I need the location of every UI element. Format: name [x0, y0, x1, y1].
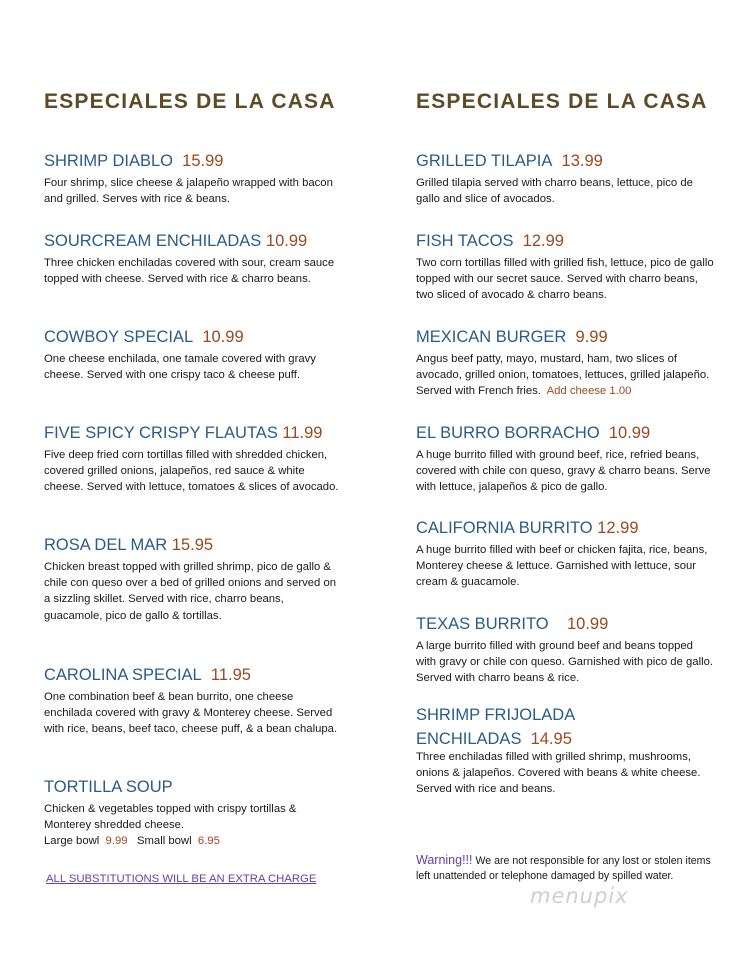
large-bowl-label: Large bowl [44, 835, 100, 848]
menu-item [44, 231, 344, 287]
item-name-line1: SHRIMP FRIJOLADA [416, 706, 576, 724]
item-description: Chicken & vegetables topped with crispy tortillas & Monterey shredded cheese. Large bowl 9.99 Small bowl 6.95 [44, 803, 297, 848]
item-name: FIVE SPICY CRISPY FLAUTAS 11.99 [44, 424, 323, 442]
item-price: 9.99 [575, 328, 608, 346]
item-description: Grilled tilapia served with charro beans, lettuce, pico de gallo and slice of avocados. [416, 177, 693, 206]
item-name: SHRIMP DIABLO 15.99 [44, 152, 224, 170]
menu-item [416, 705, 716, 798]
item-name: MEXICAN BURGER 9.99 [416, 328, 608, 346]
item-description: One combination beef & bean burrito, one cheese enchilada covered with gravy & Monterey cheese. Served with rice, beans, beef taco, cheese puff, & a bean chalupa. [44, 691, 338, 736]
item-price: 12.99 [597, 519, 639, 537]
item-price: 11.95 [210, 666, 251, 684]
small-bowl-price: 6.95 [197, 835, 220, 848]
item-name-line2: ENCHILADAS 14.95 [416, 730, 572, 748]
item-price: 14.95 [530, 730, 572, 748]
item-description: Three enchiladas filled with grilled shrimp, mushrooms, onions & jalapeños. Covered with beans & white cheese. Served with rice and beans. [416, 751, 701, 796]
left-section-heading: ESPECIALES DE LA CASA [44, 90, 336, 113]
menu-item [44, 777, 344, 850]
watermark-logo: menupix [530, 884, 629, 908]
small-bowl-label: Small bowl [136, 835, 192, 848]
right-section-heading: ESPECIALES DE LA CASA [416, 90, 708, 113]
item-price: 10.99 [265, 232, 308, 250]
item-price: 11.99 [282, 424, 323, 442]
item-description: One cheese enchilada, one tamale covered with gravy cheese. Served with one crispy taco & cheese puff. [44, 353, 316, 382]
menu-item [44, 535, 344, 624]
warning-label: Warning!!! [416, 853, 473, 867]
item-name: GRILLED TILAPIA 13.99 [416, 152, 603, 170]
item-description: Two corn tortillas filled with grilled fish, lettuce, pico de gallo topped with our secret sauce. Served with charro beans, two sliced of avocado & charro beans. [416, 257, 714, 302]
item-price: 12.99 [522, 232, 564, 250]
item-description: Chicken breast topped with grilled shrimp, pico de gallo & chile con queso over a bed of grilled onions and served on a sizzling skillet. Served with rice, charro beans, guacamole, pico de gallo & tortillas. [44, 561, 337, 622]
item-description: Four shrimp, slice cheese & jalapeño wrapped with bacon and grilled. Serves with rice & beans. [44, 177, 333, 206]
menu-item [44, 327, 344, 383]
substitutions-note: ALL SUBSTITUTIONS WILL BE AN EXTRA CHARGE [46, 873, 317, 885]
menu-item [416, 518, 716, 591]
item-description: Angus beef patty, mayo, mustard, ham, two slices of avocado, grilled onion, tomatoes, lettuces, grilled jalapeño. Served with French fries. Add cheese 1.00 [416, 353, 710, 398]
large-bowl-price: 9.99 [105, 835, 128, 848]
menu-item [44, 151, 344, 207]
menu-item [44, 665, 344, 738]
item-price: 10.99 [566, 615, 609, 633]
menu-item [416, 327, 716, 400]
add-cheese-note: Add cheese 1.00 [546, 385, 632, 398]
item-name: TEXAS BURRITO 10.99 [416, 615, 609, 633]
item-price: 10.99 [202, 328, 244, 346]
item-name: EL BURRO BORRACHO 10.99 [416, 424, 651, 442]
warning-text: We are not responsible for any lost or stolen items left unattended or telephone damaged by spilled water. [416, 855, 711, 882]
item-description: A huge burrito filled with beef or chicken fajita, rice, beans, Monterey cheese & lettuce. Garnished with lettuce, sour cream & guacamole. [416, 544, 708, 589]
item-description: A huge burrito filled with ground beef, rice, refried beans, covered with chile con queso, gravy & charro beans. Serve with lettuce, jalapeños & pico de gallo. [416, 449, 711, 494]
item-description: Five deep fried corn tortillas filled with shredded chicken, covered grilled onions, jalapeños, red sauce & white cheese. Served with lettuce, tomatoes & slices of avocado. [44, 449, 339, 494]
warning-notice [416, 853, 716, 884]
item-price: 13.99 [561, 152, 603, 170]
item-price: 15.99 [182, 152, 224, 170]
menu-item [416, 614, 716, 687]
menu-item [416, 151, 716, 207]
item-price: 10.99 [608, 424, 651, 442]
menu-item [44, 423, 344, 496]
menu-item [416, 423, 716, 496]
item-name: ROSA DEL MAR 15.95 [44, 536, 214, 554]
item-price: 15.95 [171, 536, 214, 554]
item-name: COWBOY SPECIAL 10.99 [44, 328, 244, 346]
menu-item [416, 231, 716, 304]
item-name: CALIFORNIA BURRITO 12.99 [416, 519, 639, 537]
item-description: A large burrito filled with ground beef and beans topped with gravy or chile con queso. Garnished with pico de gallo. Served with charro beans & rice. [416, 640, 714, 685]
item-name: CAROLINA SPECIAL 11.95 [44, 666, 251, 684]
item-name: TORTILLA SOUP [44, 778, 173, 796]
item-description: Three chicken enchiladas covered with sour, cream sauce topped with cheese. Served with rice & charro beans. [44, 257, 335, 286]
item-name: FISH TACOS 12.99 [416, 232, 564, 250]
item-name: SOURCREAM ENCHILADAS 10.99 [44, 232, 308, 250]
